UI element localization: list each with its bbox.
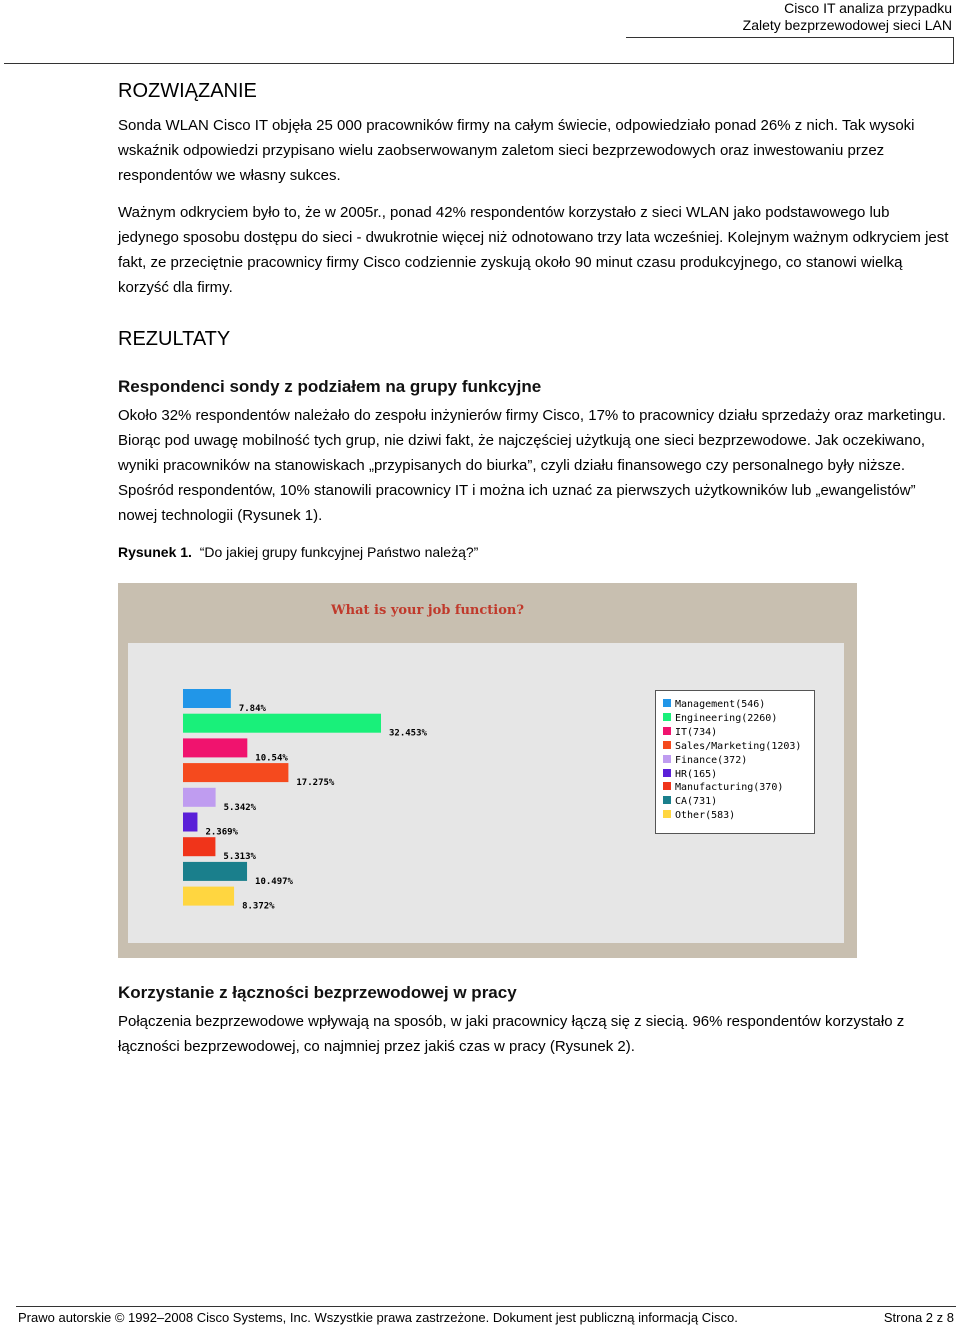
chart-legend xyxy=(655,690,815,834)
legend-label: Finance(372) xyxy=(675,754,748,766)
solution-paragraph-2: Ważnym odkryciem było to, że w 2005r., ponad 42% respondentów korzystało z sieci WLAN jako podstawowego lub jedynego sposobu dostępu do sieci - dwukrotnie więcej niż odnotowano trzy lata wcześniej. Kolejnym ważnym odkryciem jest fakt, ze przeciętnie pracownicy firmy Cisco codziennie zyskują około 90 minut czasu produkcyjnego, co stanowi wielką korzyść dla firmy. xyxy=(118,204,949,296)
document-header xyxy=(743,0,952,34)
legend-label: Other(583) xyxy=(675,810,736,822)
legend-label: Management(546) xyxy=(675,699,766,710)
results-paragraph-2: Połączenia bezprzewodowe wpływają na sposób, w jaki pracownicy łączą się z siecią. 96% respondentów korzystało z łączności bezprzewodowej, co najmniej przez jakiś czas w pracy (Rysunek 2). xyxy=(118,1013,905,1055)
figure-1-label: Rysunek 1. xyxy=(118,544,192,560)
legend-item xyxy=(663,796,717,808)
legend-item xyxy=(663,755,747,767)
bar-value-label: 32.453% xyxy=(389,728,427,739)
wireless-section xyxy=(118,982,952,1059)
legend-item xyxy=(663,810,735,822)
legend-item xyxy=(663,769,717,781)
bar-management xyxy=(183,689,231,708)
legend-item xyxy=(663,713,777,725)
results-paragraph-1: Około 32% respondentów należało do zespołu inżynierów firmy Cisco, 17% to pracownicy działu sprzedaży oraz marketingu. Biorąc pod uwagę mobilność tych grup, nie dziwi fakt, że najczęściej użytkują one sieci bezprzewodowe. Jak oczekiwano, wyniki pracowników na stanowiskach „przypisanych do biurka”, czyli działu finansowego czy personalnego były niższe. Spośród respondentów, 10% stanowili pracownicy IT i można ich uznać za pierwszych użytkowników lub „ewangelistów” nowej technologii (Rysunek 1). xyxy=(118,407,946,524)
header-title: Cisco IT analiza przypadku xyxy=(784,0,952,16)
results-subheading-groups: Respondenci sondy z podziałem na grupy funkcyjne xyxy=(118,377,542,396)
bar-value-label: 5.313% xyxy=(223,852,256,863)
bar-value-label: 10.497% xyxy=(255,876,293,887)
main-content xyxy=(118,78,952,561)
footer-page-number: Strona 2 z 8 xyxy=(883,1310,954,1325)
legend-swatch xyxy=(663,755,671,763)
chart-title: What is your job function? xyxy=(331,603,524,618)
figure-1-caption xyxy=(118,543,952,561)
footer-copyright: Prawo autorskie © 1992–2008 Cisco Systems, Inc. Wszystkie prawa zastrzeżone. Dokument jest publiczną informacją Cisco. xyxy=(18,1310,738,1325)
legend-swatch xyxy=(663,699,671,707)
results-heading: REZULTATY xyxy=(118,328,231,350)
solution-paragraph-1: Sonda WLAN Cisco IT objęła 25 000 pracowników firmy na całym świecie, odpowiedziało ponad 26% z nich. Tak wysoki wskaźnik odpowiedzi przypisano wielu zaobserwowanym zaletom sieci bezprzewodowych oraz inwestowaniu przez respondentów we własny sukces. xyxy=(118,117,915,184)
chart-bars xyxy=(128,643,628,943)
bar-value-label: 10.54% xyxy=(255,753,288,764)
job-function-chart xyxy=(118,583,857,958)
legend-swatch xyxy=(663,796,671,804)
legend-swatch xyxy=(663,769,671,777)
legend-label: Engineering(2260) xyxy=(675,712,778,724)
bar-ca xyxy=(183,862,247,881)
bar-manufacturing xyxy=(183,837,215,856)
legend-label: Sales/Marketing(1203) xyxy=(675,740,802,752)
header-subtitle: Zalety bezprzewodowej sieci LAN xyxy=(742,17,952,33)
bar-value-label: 5.342% xyxy=(223,802,257,813)
header-rule xyxy=(4,63,954,64)
bar-hr xyxy=(183,813,197,832)
header-divider-tick xyxy=(953,37,954,63)
legend-item xyxy=(663,727,717,739)
legend-label: Manufacturing(370) xyxy=(675,782,784,794)
legend-label: CA(731) xyxy=(675,796,718,808)
legend-swatch xyxy=(663,727,671,735)
bar-engineering xyxy=(183,714,381,733)
legend-label: HR(165) xyxy=(675,768,718,780)
legend-label: IT(734) xyxy=(675,726,718,738)
legend-swatch xyxy=(663,782,671,790)
results-subheading-wireless: Korzystanie z łączności bezprzewodowej w pracy xyxy=(118,983,517,1002)
bar-value-label: 8.372% xyxy=(242,901,275,912)
figure-1-text: “Do jakiej grupy funkcyjnej Państwo należą?” xyxy=(199,544,479,560)
legend-swatch xyxy=(663,713,671,721)
chart-plot-area xyxy=(128,643,844,943)
legend-item xyxy=(663,699,765,711)
bar-it xyxy=(183,738,247,757)
bar-finance xyxy=(183,788,216,807)
bar-value-label: 7.84% xyxy=(238,704,266,714)
bar-value-label: 2.369% xyxy=(205,827,238,838)
header-divider xyxy=(626,37,954,38)
legend-item xyxy=(663,741,801,753)
legend-swatch xyxy=(663,741,671,749)
bar-sales-marketing xyxy=(183,763,288,782)
bar-other xyxy=(183,887,234,906)
bar-value-label: 17.275% xyxy=(296,778,335,789)
solution-heading: ROZWIĄZANIE xyxy=(118,80,257,102)
legend-swatch xyxy=(663,810,671,818)
legend-item xyxy=(663,782,783,794)
footer-rule xyxy=(16,1306,956,1307)
